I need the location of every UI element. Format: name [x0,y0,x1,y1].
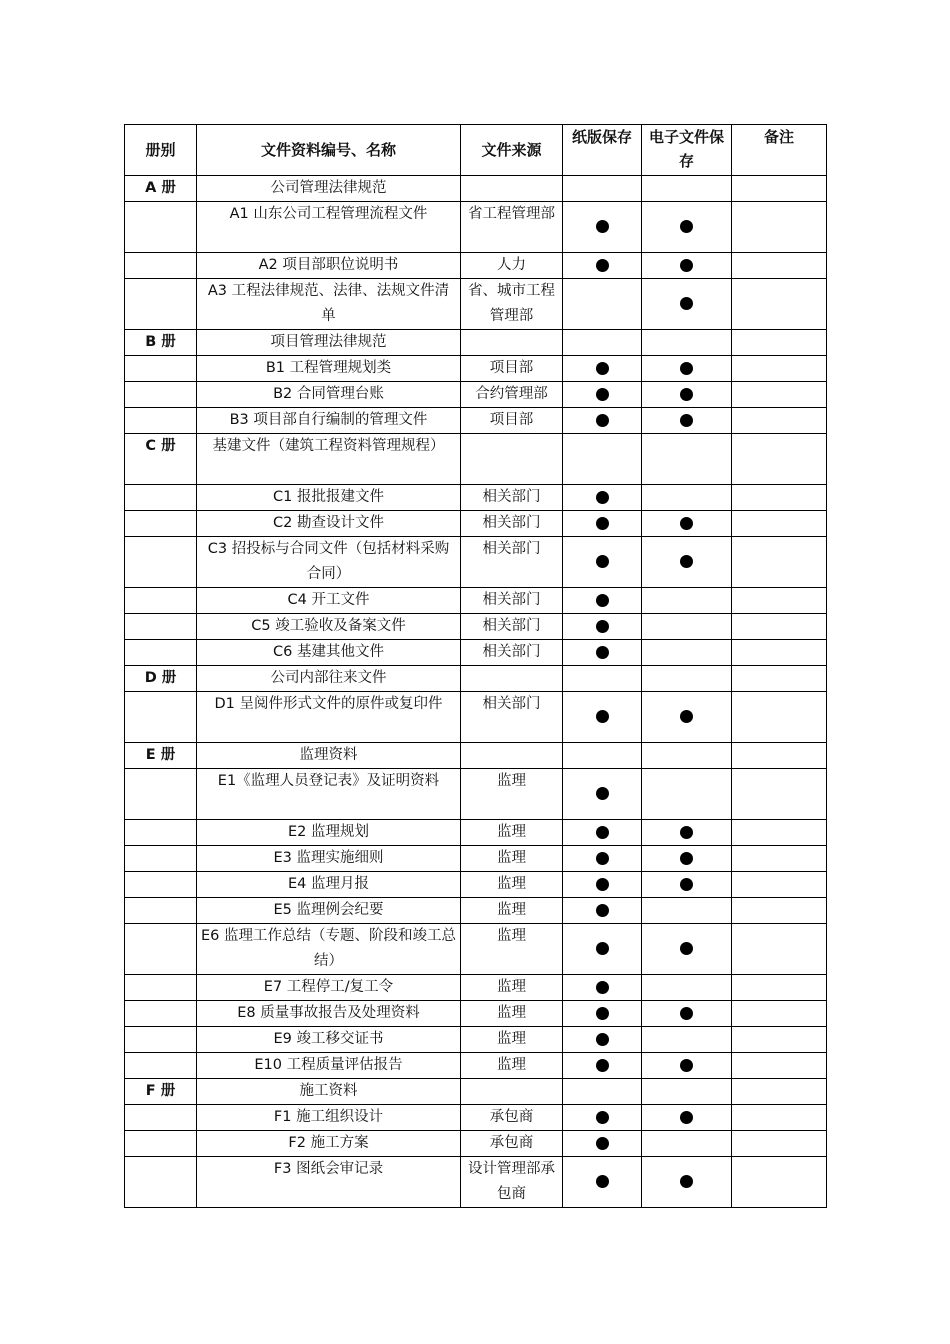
document-name-cell: B2 合同管理台账 [197,382,461,408]
document-name-cell: E8 质量事故报告及处理资料 [197,1001,461,1027]
remarks-cell [732,614,827,640]
source-cell [461,666,563,692]
electronic-saved-dot-icon [680,1175,693,1188]
document-name-cell: B1 工程管理规划类 [197,356,461,382]
table-row [125,588,827,614]
paper-saved-dot-icon [596,220,609,233]
volume-row [125,1079,827,1105]
paper-copy-cell [563,820,642,846]
electronic-copy-cell [642,1131,732,1157]
volume-row [125,666,827,692]
remarks-cell [732,408,827,434]
paper-saved-dot-icon [596,1111,609,1124]
source-cell [461,743,563,769]
volume-cell [125,614,197,640]
source-cell: 项目部 [461,408,563,434]
document-name-cell: F3 图纸会审记录 [197,1157,461,1208]
paper-copy-cell [563,537,642,588]
paper-copy-cell [563,511,642,537]
paper-saved-dot-icon [596,878,609,891]
electronic-copy-cell [642,872,732,898]
paper-copy-cell [563,640,642,666]
volume-cell [125,846,197,872]
document-name-cell: E7 工程停工/复工令 [197,975,461,1001]
source-cell: 相关部门 [461,537,563,588]
paper-saved-dot-icon [596,620,609,633]
paper-copy-cell [563,1001,642,1027]
paper-copy-cell [563,769,642,820]
table-row [125,382,827,408]
source-cell: 省工程管理部 [461,202,563,253]
remarks-cell [732,898,827,924]
volume-row [125,330,827,356]
volume-cell [125,924,197,975]
remarks-cell [732,666,827,692]
source-cell: 相关部门 [461,640,563,666]
paper-copy-cell [563,408,642,434]
electronic-saved-dot-icon [680,942,693,955]
electronic-copy-cell [642,640,732,666]
electronic-copy-cell [642,279,732,330]
source-cell [461,1079,563,1105]
electronic-copy-cell [642,924,732,975]
source-cell: 相关部门 [461,614,563,640]
volume-cell [125,253,197,279]
document-name-cell: 项目管理法律规范 [197,330,461,356]
electronic-copy-cell [642,382,732,408]
volume-cell [125,511,197,537]
electronic-saved-dot-icon [680,259,693,272]
paper-copy-cell [563,434,642,485]
document-name-cell: A1 山东公司工程管理流程文件 [197,202,461,253]
electronic-saved-dot-icon [680,710,693,723]
table-row [125,537,827,588]
paper-saved-dot-icon [596,555,609,568]
remarks-cell [732,1105,827,1131]
volume-row [125,434,827,485]
electronic-copy-cell [642,820,732,846]
document-name-cell: E9 竣工移交证书 [197,1027,461,1053]
volume-cell: D 册 [125,666,197,692]
electronic-saved-dot-icon [680,555,693,568]
electronic-saved-dot-icon [680,517,693,530]
table-row [125,485,827,511]
source-cell [461,330,563,356]
paper-copy-cell [563,176,642,202]
paper-saved-dot-icon [596,491,609,504]
electronic-copy-cell [642,253,732,279]
remarks-cell [732,872,827,898]
document-name-cell: E3 监理实施细则 [197,846,461,872]
electronic-copy-cell [642,588,732,614]
header-source: 文件来源 [461,125,563,176]
electronic-copy-cell [642,898,732,924]
electronic-copy-cell [642,202,732,253]
table-row [125,614,827,640]
source-cell: 设计管理部承包商 [461,1157,563,1208]
paper-saved-dot-icon [596,362,609,375]
remarks-cell [732,820,827,846]
document-archive-table [124,124,827,1208]
paper-saved-dot-icon [596,646,609,659]
volume-cell [125,1001,197,1027]
table-row [125,202,827,253]
remarks-cell [732,176,827,202]
paper-copy-cell [563,1027,642,1053]
remarks-cell [732,846,827,872]
volume-cell [125,1157,197,1208]
paper-copy-cell [563,614,642,640]
source-cell: 监理 [461,1027,563,1053]
paper-saved-dot-icon [596,388,609,401]
table-body [125,176,827,1208]
document-name-cell: E4 监理月报 [197,872,461,898]
paper-copy-cell [563,279,642,330]
electronic-copy-cell [642,1157,732,1208]
electronic-saved-dot-icon [680,1111,693,1124]
paper-saved-dot-icon [596,787,609,800]
electronic-copy-cell [642,434,732,485]
paper-copy-cell [563,1157,642,1208]
document-name-cell: C2 勘查设计文件 [197,511,461,537]
paper-copy-cell [563,692,642,743]
source-cell: 省、城市工程管理部 [461,279,563,330]
table-row [125,924,827,975]
document-name-cell: E1《监理人员登记表》及证明资料 [197,769,461,820]
source-cell: 监理 [461,975,563,1001]
remarks-cell [732,330,827,356]
table-row [125,1105,827,1131]
source-cell [461,176,563,202]
remarks-cell [732,279,827,330]
electronic-saved-dot-icon [680,878,693,891]
document-name-cell: C3 招投标与合同文件（包括材料采购合同） [197,537,461,588]
document-name-cell: F1 施工组织设计 [197,1105,461,1131]
remarks-cell [732,382,827,408]
volume-cell [125,820,197,846]
electronic-copy-cell [642,846,732,872]
document-name-cell: B3 项目部自行编制的管理文件 [197,408,461,434]
electronic-copy-cell [642,537,732,588]
document-name-cell: 施工资料 [197,1079,461,1105]
table-row [125,898,827,924]
paper-copy-cell [563,872,642,898]
paper-saved-dot-icon [596,1007,609,1020]
volume-row [125,176,827,202]
table-row [125,1053,827,1079]
volume-cell [125,1131,197,1157]
table-row [125,769,827,820]
remarks-cell [732,924,827,975]
table-header-row [125,125,827,176]
volume-cell [125,485,197,511]
paper-saved-dot-icon [596,517,609,530]
electronic-copy-cell [642,330,732,356]
electronic-saved-dot-icon [680,852,693,865]
table-row [125,1157,827,1208]
electronic-saved-dot-icon [680,220,693,233]
paper-copy-cell [563,975,642,1001]
document-name-cell: D1 呈阅件形式文件的原件或复印件 [197,692,461,743]
electronic-copy-cell [642,1001,732,1027]
electronic-copy-cell [642,1027,732,1053]
volume-cell: A 册 [125,176,197,202]
document-name-cell: 基建文件（建筑工程资料管理规程） [197,434,461,485]
table-row [125,408,827,434]
remarks-cell [732,1053,827,1079]
paper-copy-cell [563,924,642,975]
document-name-cell: 公司内部往来文件 [197,666,461,692]
document-name-cell: A3 工程法律规范、法律、法规文件清单 [197,279,461,330]
volume-cell [125,640,197,666]
document-name-cell: C4 开工文件 [197,588,461,614]
source-cell: 人力 [461,253,563,279]
document-name-cell: E6 监理工作总结（专题、阶段和竣工总结） [197,924,461,975]
electronic-copy-cell [642,743,732,769]
electronic-copy-cell [642,769,732,820]
volume-cell [125,588,197,614]
volume-row [125,743,827,769]
paper-copy-cell [563,588,642,614]
volume-cell [125,356,197,382]
remarks-cell [732,588,827,614]
paper-copy-cell [563,743,642,769]
table-row [125,872,827,898]
remarks-cell [732,356,827,382]
remarks-cell [732,743,827,769]
remarks-cell [732,434,827,485]
source-cell: 监理 [461,820,563,846]
paper-saved-dot-icon [596,826,609,839]
table-row [125,846,827,872]
source-cell: 项目部 [461,356,563,382]
header-paper: 纸版保存 [563,125,642,176]
paper-copy-cell [563,330,642,356]
paper-saved-dot-icon [596,904,609,917]
paper-copy-cell [563,356,642,382]
paper-copy-cell [563,253,642,279]
document-name-cell: E10 工程质量评估报告 [197,1053,461,1079]
table-row [125,692,827,743]
document-name-cell: C6 基建其他文件 [197,640,461,666]
document-name-cell: C5 竣工验收及备案文件 [197,614,461,640]
source-cell: 监理 [461,846,563,872]
paper-copy-cell [563,1053,642,1079]
remarks-cell [732,1131,827,1157]
document-name-cell: 监理资料 [197,743,461,769]
source-cell: 承包商 [461,1105,563,1131]
electronic-copy-cell [642,1105,732,1131]
volume-cell [125,898,197,924]
remarks-cell [732,485,827,511]
volume-cell: E 册 [125,743,197,769]
paper-saved-dot-icon [596,259,609,272]
table-row [125,820,827,846]
volume-cell [125,537,197,588]
remarks-cell [732,202,827,253]
volume-cell [125,408,197,434]
paper-saved-dot-icon [596,1175,609,1188]
volume-cell [125,1105,197,1131]
table-row [125,356,827,382]
volume-cell [125,872,197,898]
electronic-copy-cell [642,1053,732,1079]
source-cell: 监理 [461,872,563,898]
remarks-cell [732,253,827,279]
document-name-cell: E2 监理规划 [197,820,461,846]
electronic-copy-cell [642,356,732,382]
source-cell: 相关部门 [461,588,563,614]
electronic-saved-dot-icon [680,826,693,839]
paper-saved-dot-icon [596,1033,609,1046]
paper-copy-cell [563,202,642,253]
source-cell: 监理 [461,1053,563,1079]
remarks-cell [732,769,827,820]
electronic-saved-dot-icon [680,388,693,401]
electronic-copy-cell [642,666,732,692]
paper-copy-cell [563,666,642,692]
remarks-cell [732,1027,827,1053]
paper-copy-cell [563,485,642,511]
table-row [125,279,827,330]
table-row [125,253,827,279]
electronic-copy-cell [642,1079,732,1105]
source-cell: 相关部门 [461,485,563,511]
table-row [125,511,827,537]
source-cell: 相关部门 [461,692,563,743]
remarks-cell [732,1079,827,1105]
document-name-cell: A2 项目部职位说明书 [197,253,461,279]
remarks-cell [732,692,827,743]
volume-cell: B 册 [125,330,197,356]
document-name-cell: F2 施工方案 [197,1131,461,1157]
header-name: 文件资料编号、名称 [197,125,461,176]
source-cell: 合约管理部 [461,382,563,408]
paper-saved-dot-icon [596,981,609,994]
remarks-cell [732,511,827,537]
header-remarks: 备注 [732,125,827,176]
volume-cell [125,1053,197,1079]
volume-cell: C 册 [125,434,197,485]
paper-saved-dot-icon [596,710,609,723]
electronic-copy-cell [642,511,732,537]
electronic-saved-dot-icon [680,297,693,310]
electronic-saved-dot-icon [680,1059,693,1072]
volume-cell [125,279,197,330]
source-cell: 监理 [461,769,563,820]
electronic-copy-cell [642,614,732,640]
source-cell [461,434,563,485]
electronic-copy-cell [642,176,732,202]
source-cell: 监理 [461,1001,563,1027]
volume-cell [125,382,197,408]
remarks-cell [732,537,827,588]
table-row [125,1027,827,1053]
remarks-cell [732,1157,827,1208]
table-row [125,1131,827,1157]
paper-copy-cell [563,1131,642,1157]
electronic-saved-dot-icon [680,1007,693,1020]
remarks-cell [732,640,827,666]
source-cell: 监理 [461,924,563,975]
table-row [125,975,827,1001]
volume-cell: F 册 [125,1079,197,1105]
volume-cell [125,1027,197,1053]
paper-saved-dot-icon [596,414,609,427]
header-volume: 册别 [125,125,197,176]
document-name-cell: E5 监理例会纪要 [197,898,461,924]
document-name-cell: 公司管理法律规范 [197,176,461,202]
paper-copy-cell [563,1079,642,1105]
electronic-saved-dot-icon [680,362,693,375]
volume-cell [125,975,197,1001]
volume-cell [125,769,197,820]
paper-saved-dot-icon [596,594,609,607]
remarks-cell [732,1001,827,1027]
paper-copy-cell [563,382,642,408]
paper-copy-cell [563,898,642,924]
volume-cell [125,692,197,743]
paper-copy-cell [563,1105,642,1131]
header-electronic: 电子文件保存 [642,125,732,176]
table-row [125,640,827,666]
paper-saved-dot-icon [596,1059,609,1072]
electronic-copy-cell [642,975,732,1001]
electronic-saved-dot-icon [680,414,693,427]
source-cell: 承包商 [461,1131,563,1157]
paper-saved-dot-icon [596,942,609,955]
table-row [125,1001,827,1027]
electronic-copy-cell [642,408,732,434]
electronic-copy-cell [642,485,732,511]
paper-copy-cell [563,846,642,872]
source-cell: 相关部门 [461,511,563,537]
remarks-cell [732,975,827,1001]
document-name-cell: C1 报批报建文件 [197,485,461,511]
electronic-copy-cell [642,692,732,743]
paper-saved-dot-icon [596,852,609,865]
volume-cell [125,202,197,253]
paper-saved-dot-icon [596,1137,609,1150]
source-cell: 监理 [461,898,563,924]
